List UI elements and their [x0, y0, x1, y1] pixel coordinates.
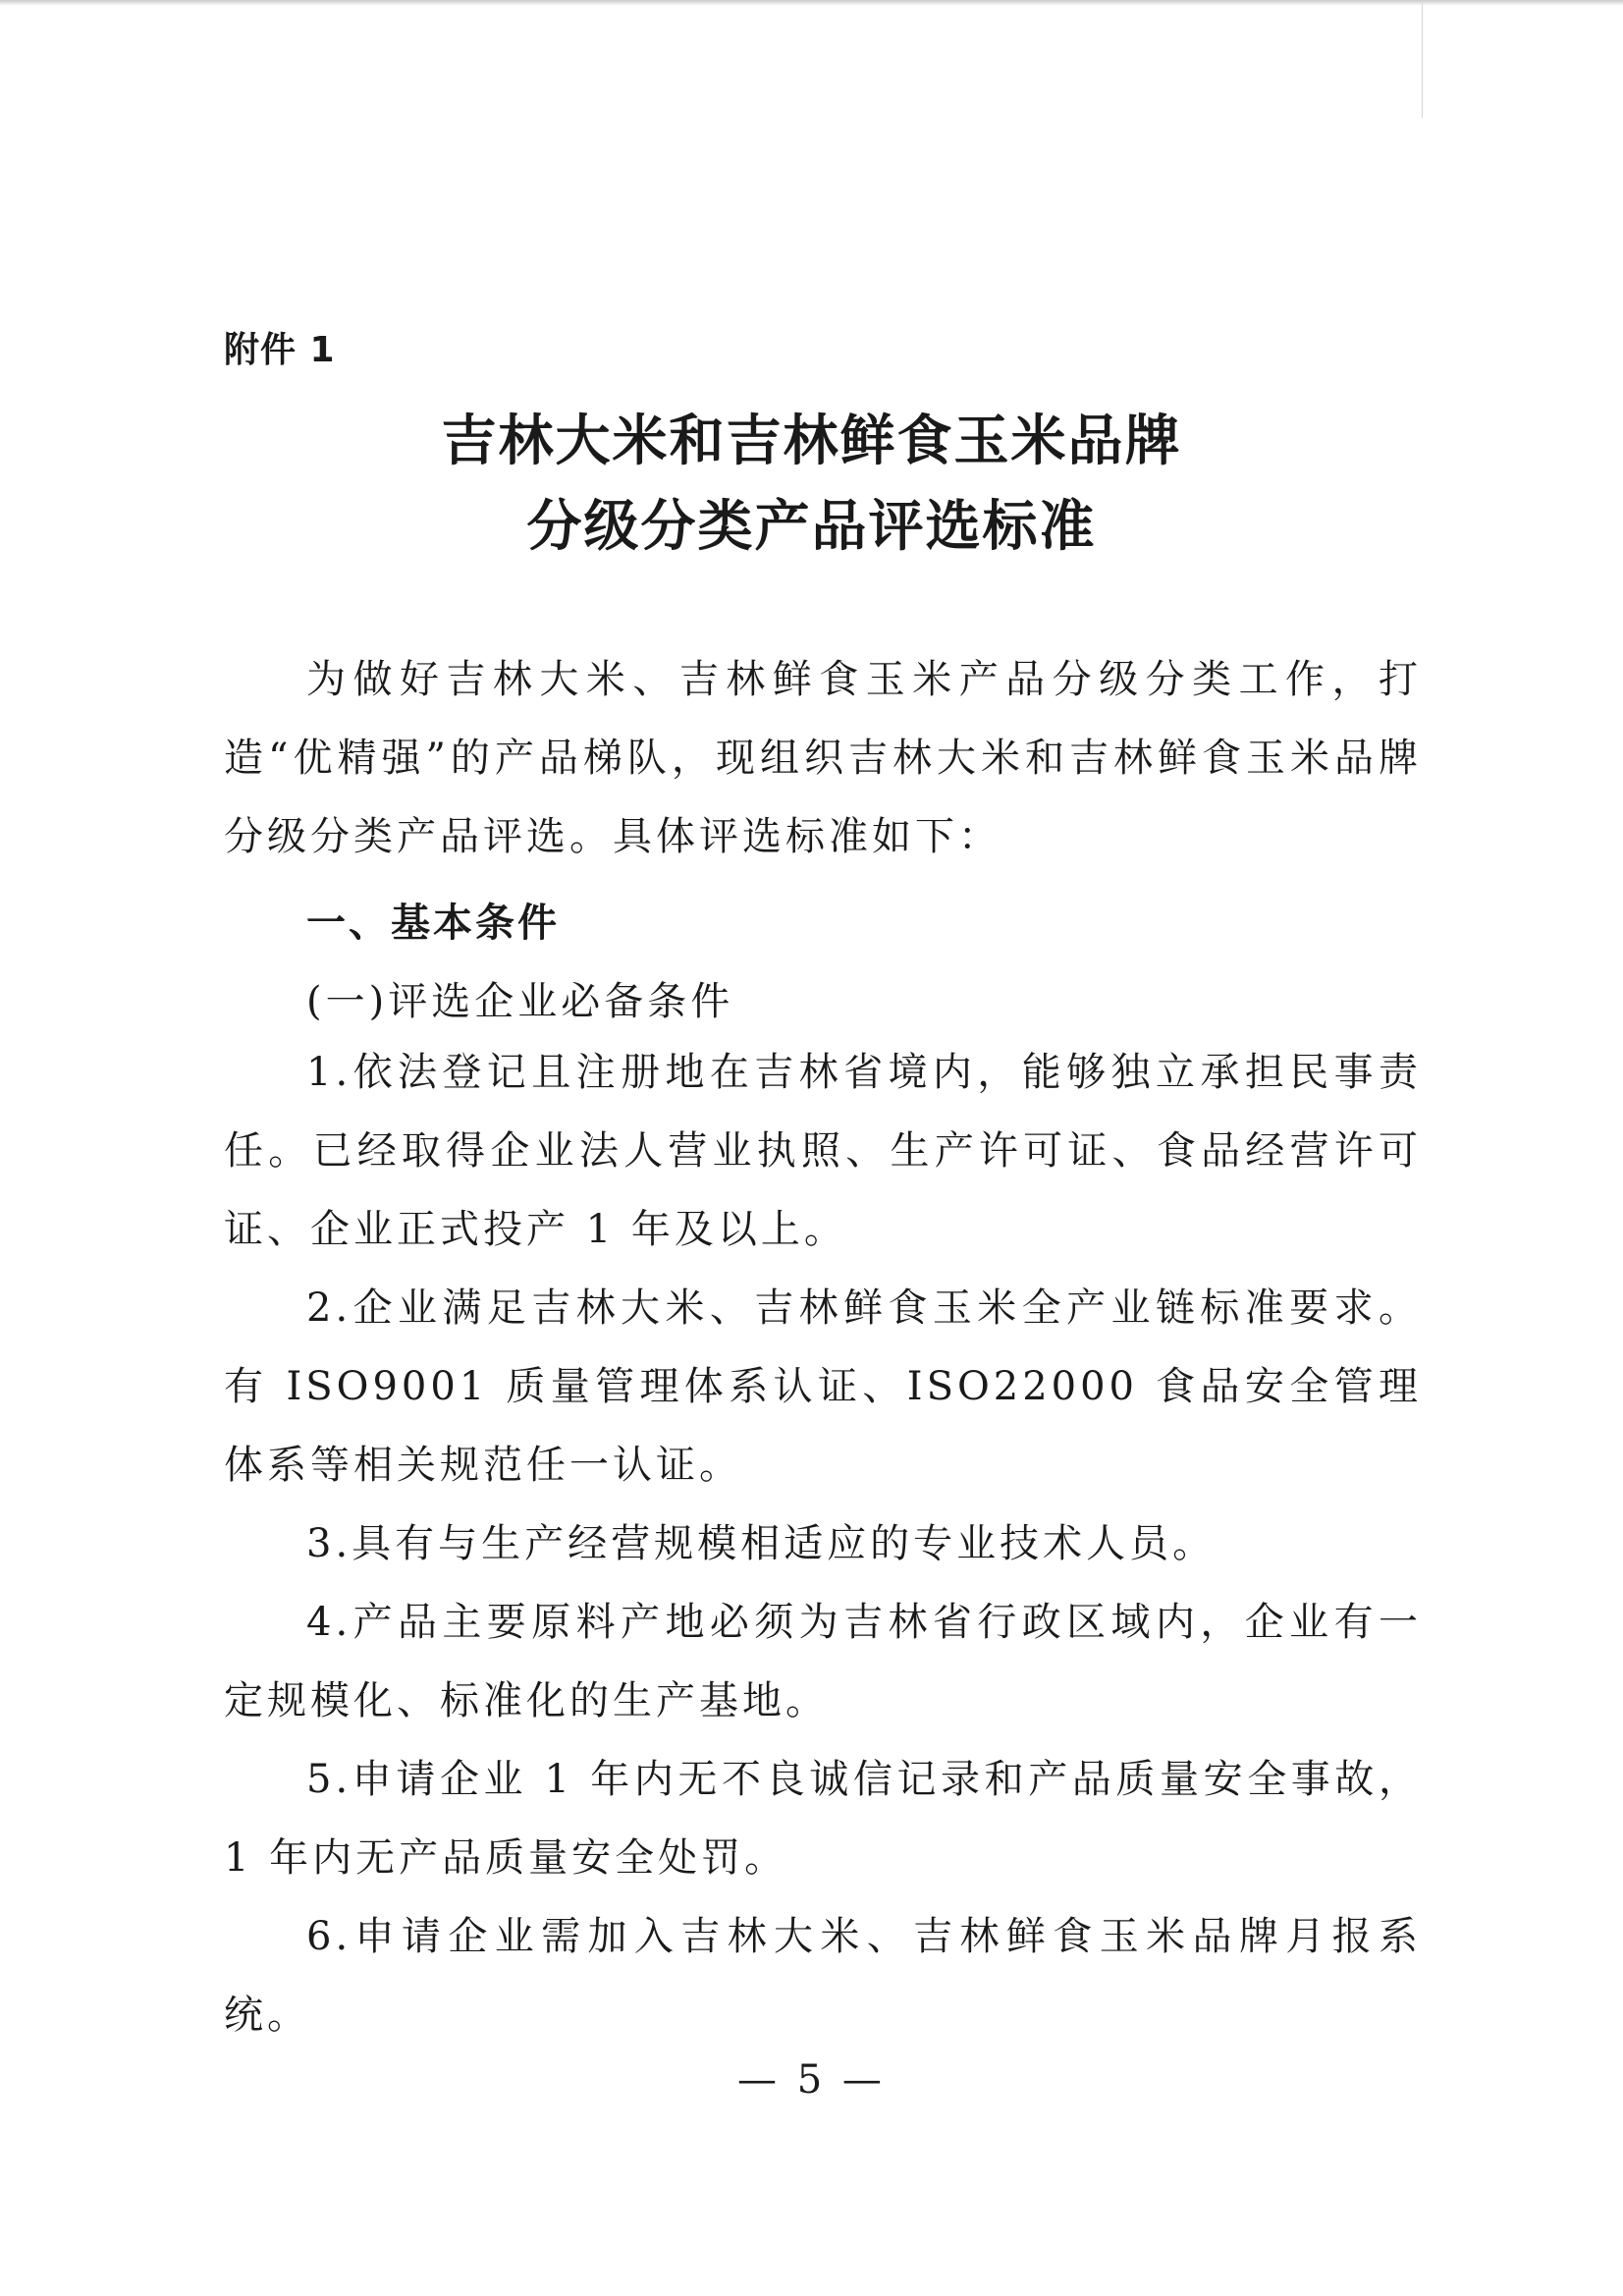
document-title-line-2: 分级分类产品评选标准: [526, 494, 1097, 559]
condition-item-5: 5.申请企业 1 年内无不良诚信记录和产品质量安全事故，1 年内无产品质量安全处罚。: [224, 1757, 1422, 1881]
condition-item-4: 4.产品主要原料产地必须为吉林省行政区域内，企业有一定规模化、标准化的生产基地。: [224, 1600, 1422, 1723]
section-heading-basic-conditions: 一、基本条件: [306, 901, 560, 946]
condition-item-2: 2.企业满足吉林大米、吉林鲜食玉米全产业链标准要求。有 ISO9001 质量管理体系认证、ISO22000 食品安全管理体系等相关规范任一认证。: [224, 1285, 1422, 1488]
attachment-label: 附件 1: [224, 330, 336, 370]
intro-paragraph: 为做好吉林大米、吉林鲜食玉米产品分级分类工作，打造“优精强”的产品梯队，现组织吉林大米和吉林鲜食玉米品牌分级分类产品评选。具体评选标准如下：: [224, 657, 1422, 859]
document-title-line-1: 吉林大米和吉林鲜食玉米品牌: [441, 409, 1182, 473]
scan-edge-top: [0, 0, 1623, 6]
subsection-heading-required-conditions: (一)评选企业必备条件: [306, 979, 734, 1024]
scan-edge-mark: [1422, 0, 1423, 118]
condition-item-1: 1.依法登记且注册地在吉林省境内，能够独立承担民事责任。已经取得企业法人营业执照、生产许可证、食品经营许可证、企业正式投产 1 年及以上。: [224, 1050, 1422, 1252]
condition-item-3: 3.具有与生产经营规模相适应的专业技术人员。: [306, 1521, 1217, 1566]
condition-item-6: 6.申请企业需加入吉林大米、吉林鲜食玉米品牌月报系统。: [224, 1914, 1422, 2038]
page-number: — 5 —: [737, 2057, 886, 2103]
